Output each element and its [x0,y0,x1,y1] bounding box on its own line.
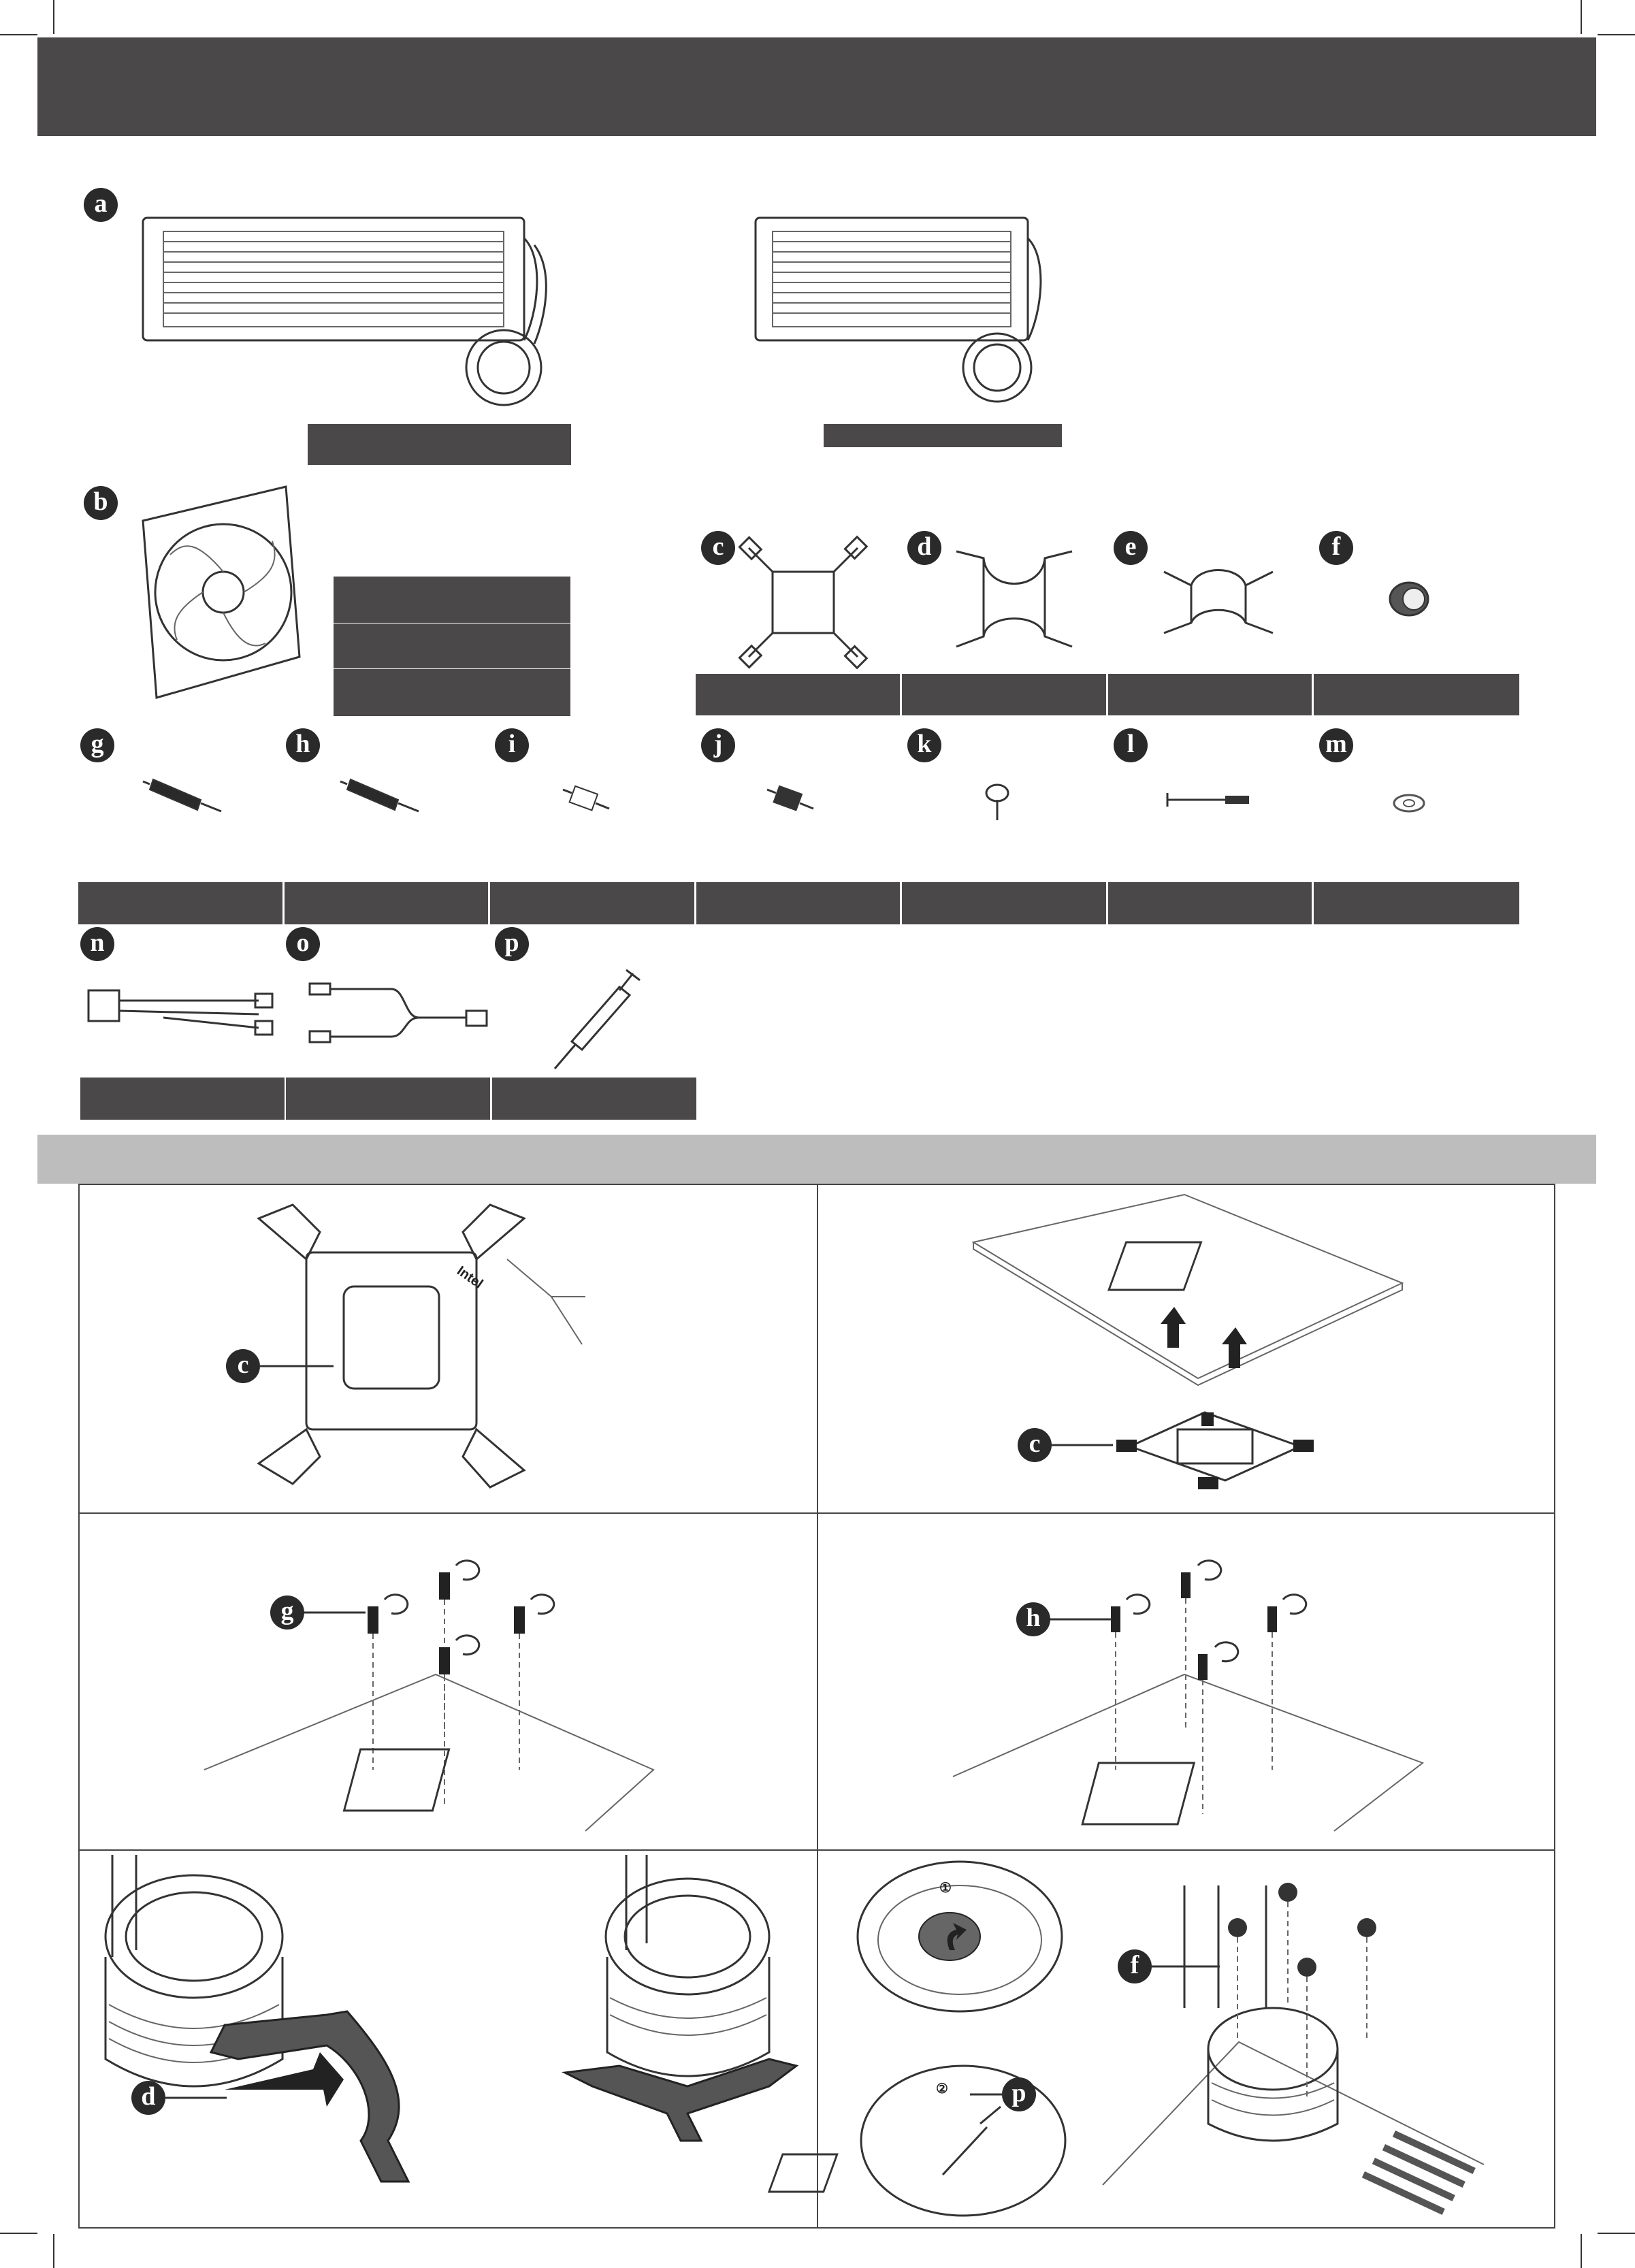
crop-mark [0,34,37,35]
step3-leader-line [304,1611,366,1614]
standoff-g-illustration [143,769,231,824]
part-label-b-2 [334,623,570,668]
part-label-a-360 [308,424,571,465]
part-badge-b: b [84,486,118,520]
part-label-j [696,882,900,924]
grid-divider-horizontal [78,1512,1555,1514]
step1-leader-line [259,1365,334,1367]
crop-mark [0,2233,37,2234]
part-badge-g: g [80,728,114,762]
part-badge-i: i [495,728,529,762]
part-label-o [286,1078,490,1120]
step1-backplate-intel-illustration [252,1198,592,1504]
standoff-j-illustration [766,783,820,817]
step2-badge-c: c [1018,1428,1052,1462]
part-label-g [78,882,282,924]
intel-marking-text: Intel [454,1263,486,1292]
step6-leader-line-p [970,2093,1004,2096]
step6-badge-f: f [1118,1949,1152,1983]
part-label-a-240 [824,424,1062,447]
step6-badge-p: p [1002,2077,1036,2111]
step6-thermal-paste-illustration [841,1855,1099,2222]
step2-leader-line [1052,1444,1113,1446]
radiator-240-illustration [749,204,1055,408]
part-badge-h: h [286,728,320,762]
step2-backplate-install-illustration [973,1195,1491,1508]
step4-badge-h: h [1016,1602,1050,1636]
installation-section-bar [37,1135,1596,1184]
crop-mark [1581,0,1582,34]
step6-circled-2: ② [936,2081,948,2096]
part-label-b-3 [334,669,570,716]
thermal-paste-syringe-illustration [545,967,647,1075]
part-label-i [490,882,694,924]
part-badge-e: e [1114,531,1148,565]
part-badge-k: k [907,728,941,762]
part-label-n [80,1078,285,1120]
standoff-h-illustration [340,769,429,824]
step5-leader-line [165,2096,227,2099]
radiator-360-illustration [136,204,558,408]
part-label-c [696,674,900,715]
fan-hub-cable-illustration [82,980,286,1041]
part-label-f [1314,674,1519,715]
part-label-h [285,882,488,924]
crop-mark [1581,2234,1582,2268]
grid-divider-vertical [817,1184,818,2229]
step6-pump-mount-illustration [1103,1885,1498,2219]
screw-k-illustration [980,779,1021,824]
thumb-nut-illustration [1385,575,1433,623]
part-label-p [492,1078,696,1120]
step6-circled-1: ① [939,1881,952,1896]
part-badge-d: d [907,531,941,565]
step3-standoffs-illustration [204,1545,653,1838]
part-badge-a: a [84,188,118,222]
step3-badge-g: g [270,1595,304,1630]
backplate-illustration [742,538,864,667]
header-bar [37,37,1596,136]
part-label-l [1108,882,1312,924]
part-badge-l: l [1114,728,1148,762]
part-badge-o: o [286,927,320,961]
part-badge-p: p [495,927,529,961]
crop-mark [53,0,54,34]
crop-mark [53,2234,54,2268]
part-badge-n: n [80,927,114,961]
amd-bracket-small-illustration [1157,558,1280,647]
step6-leader-line-f [1152,1965,1220,1968]
crop-mark [1598,2233,1635,2234]
step1-badge-c: c [226,1349,260,1383]
step5-badge-d: d [131,2081,165,2115]
splitter-cable-illustration [303,977,500,1052]
fan-illustration [129,480,313,704]
part-badge-f: f [1319,531,1353,565]
step4-leader-line [1050,1618,1112,1621]
part-label-k [902,882,1106,924]
part-badge-m: m [1319,728,1353,762]
amd-bracket-large-illustration [946,538,1082,660]
step5-pump-bracket-illustration [88,1855,810,2216]
screw-l-illustration [1161,786,1256,813]
part-label-d [902,674,1106,715]
standoff-i-illustration [562,783,616,817]
step4-standoffs-illustration [953,1545,1429,1838]
grid-divider-horizontal [78,1849,1555,1851]
washer-m-illustration [1389,790,1429,817]
part-label-m [1314,882,1519,924]
part-badge-j: j [701,728,735,762]
part-badge-c: c [701,531,735,565]
part-label-e [1108,674,1312,715]
crop-mark [1598,34,1635,35]
part-label-b-1 [334,577,570,623]
